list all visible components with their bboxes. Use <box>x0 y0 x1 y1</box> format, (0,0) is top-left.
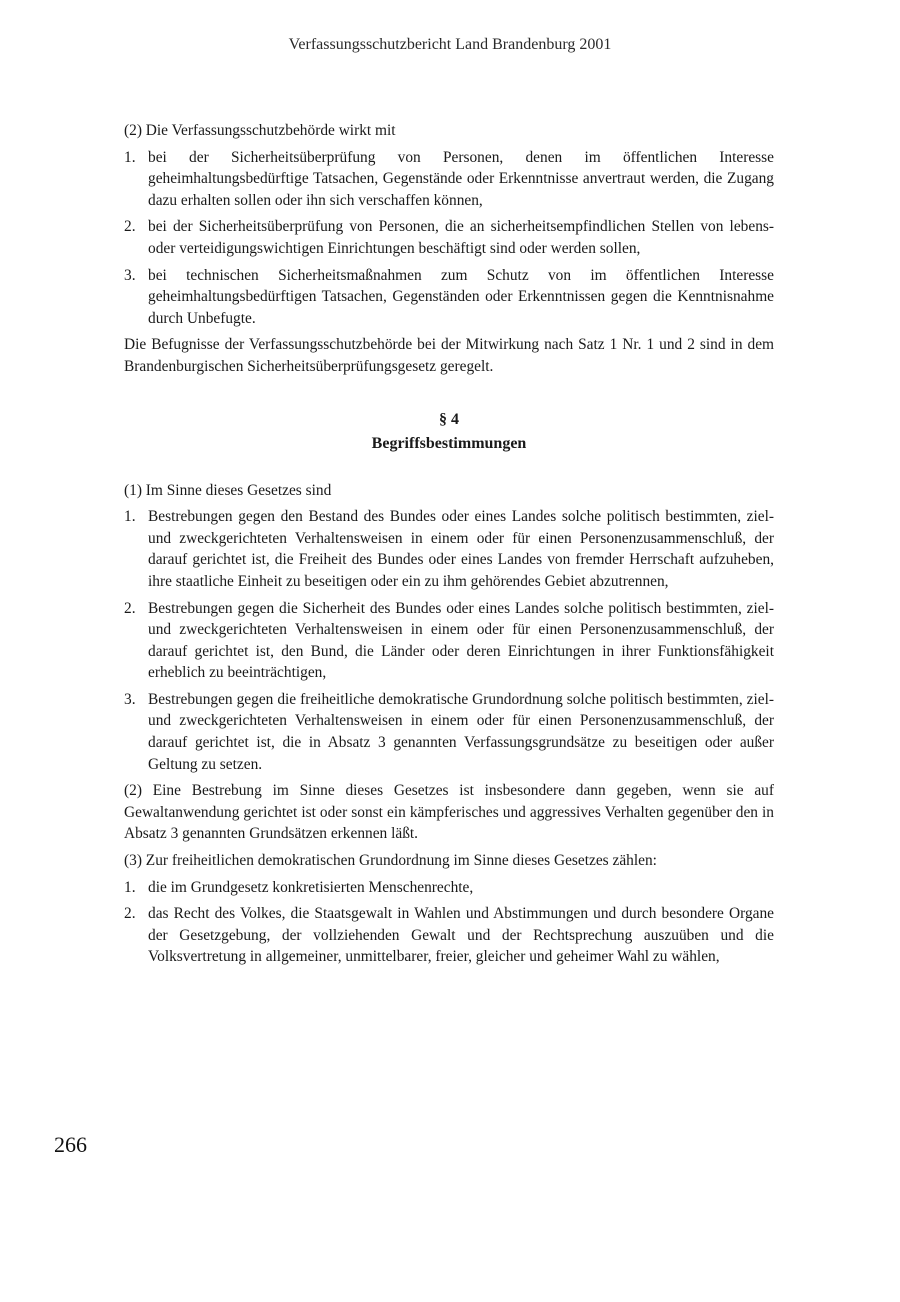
list-text: das Recht des Volkes, die Staatsgewalt in Wahlen und Abstimmungen und durch besondere Organe der Gesetzgebung, der vollziehenden Gewalt und der Rechtsprechung auszuüben und die Volksvertretung in allgemeiner, unmittelbarer, freier, gleicher und geheimer Wahl zu wählen, <box>148 905 774 966</box>
page-number: 266 <box>54 1132 87 1157</box>
list-text: Bestrebungen gegen die Sicherheit des Bundes oder eines Landes solche politisch bestimmten, ziel- und zweckgerichteten Verhaltensweisen in einem oder für einen Personenzusammenschluß, der darauf gerichtet ist, den Bund, die Länder oder deren Einrichtungen in ihrer Funktionsfähigkeit erheblich zu beeinträchtigen, <box>148 599 774 682</box>
list-text: bei technischen Sicherheitsmaßnahmen zum Schutz von im öffentlichen Interesse geheimhaltungsbedürftigen Tatsachen, Gegenständen oder Erkenntnissen gegen die Kenntnisnahme durch Unbefugte. <box>148 266 774 327</box>
list-text: bei der Sicherheitsüberprüfung von Personen, die an sicherheitsempfindlichen Stellen von lebens- oder verteidigungswichtigen Einrichtungen beschäftigt sind oder werden sollen, <box>148 218 774 257</box>
list-number: 1. <box>124 508 136 526</box>
section-title: Begriffsbestimmungen <box>371 434 527 452</box>
list-item <box>124 598 774 684</box>
list-text: bei der Sicherheitsüberprüfung von Personen, denen im öffentlichen Interesse geheimhaltungsbedürftige Tatsachen, Gegenstände oder Erkenntnisse anvertraut werden, die Zugang dazu erhalten sollen oder ihn sich verschaffen können, <box>148 148 774 209</box>
paragraph-2-intro: (2) Die Verfassungsschutzbehörde wirkt mit <box>124 122 396 139</box>
list-number: 3. <box>124 690 136 708</box>
list-item <box>124 265 774 330</box>
list-item <box>124 903 774 968</box>
running-header: Verfassungsschutzbericht Land Brandenburg 2001 <box>288 36 612 53</box>
paragraph-3-intro: (3) Zur freiheitlichen demokratischen Grundordnung im Sinne dieses Gesetzes zählen: <box>124 852 657 870</box>
list-item <box>124 877 774 899</box>
list-item <box>124 506 774 592</box>
list-text: die im Grundgesetz konkretisierten Menschenrechte, <box>148 878 474 896</box>
list-number: 1. <box>124 148 136 166</box>
paragraph-2: (2) Eine Bestrebung im Sinne dieses Gesetzes ist insbesondere dann gegeben, wenn sie auf Gewaltanwendung gerichtet ist oder sonst ein kämpferisches und aggressives Verhalten gegenüber den in Absatz 3 genannten Grundsätzen erkennen läßt. <box>124 782 774 843</box>
list-number: 2. <box>124 218 136 236</box>
list-item <box>124 216 774 259</box>
list-text: Bestrebungen gegen die freiheitliche demokratische Grundordnung solche politisch bestimmten, ziel- und zweckgerichteten Verhaltensweisen in einem oder für einen Personenzusammenschluß, der darauf gerichtet ist, die in Absatz 3 genannten Verfassungsgrundsätze zu beseitigen oder außer Geltung zu setzen. <box>148 690 774 773</box>
paragraph-1-intro: (1) Im Sinne dieses Gesetzes sind <box>124 481 332 499</box>
closing-paragraph: Die Befugnisse der Verfassungsschutzbehörde bei der Mitwirkung nach Satz 1 Nr. 1 und 2 sind in dem Brandenburgischen Sicherheitsüberprüfungsgesetz geregelt. <box>124 336 774 375</box>
list-text: Bestrebungen gegen den Bestand des Bundes oder eines Landes solche politisch bestimmten, ziel- und zweckgerichteten Verhaltensweisen in einem oder für einen Personenzusammenschluß, der darauf gerichtet ist, die Freiheit des Bundes oder eines Landes von fremder Herrschaft aufzuheben, ihre staatliche Einheit zu beseitigen oder ein zu ihm gehörendes Gebiet abzutrennen, <box>148 508 774 590</box>
section-number: § 4 <box>439 410 459 428</box>
list-number: 2. <box>124 905 136 923</box>
list-number: 3. <box>124 266 136 284</box>
section-heading <box>124 408 774 456</box>
list-item <box>124 689 774 775</box>
list-item <box>124 147 774 212</box>
list-number: 2. <box>124 599 136 617</box>
list-number: 1. <box>124 878 136 896</box>
page-body <box>124 120 774 973</box>
